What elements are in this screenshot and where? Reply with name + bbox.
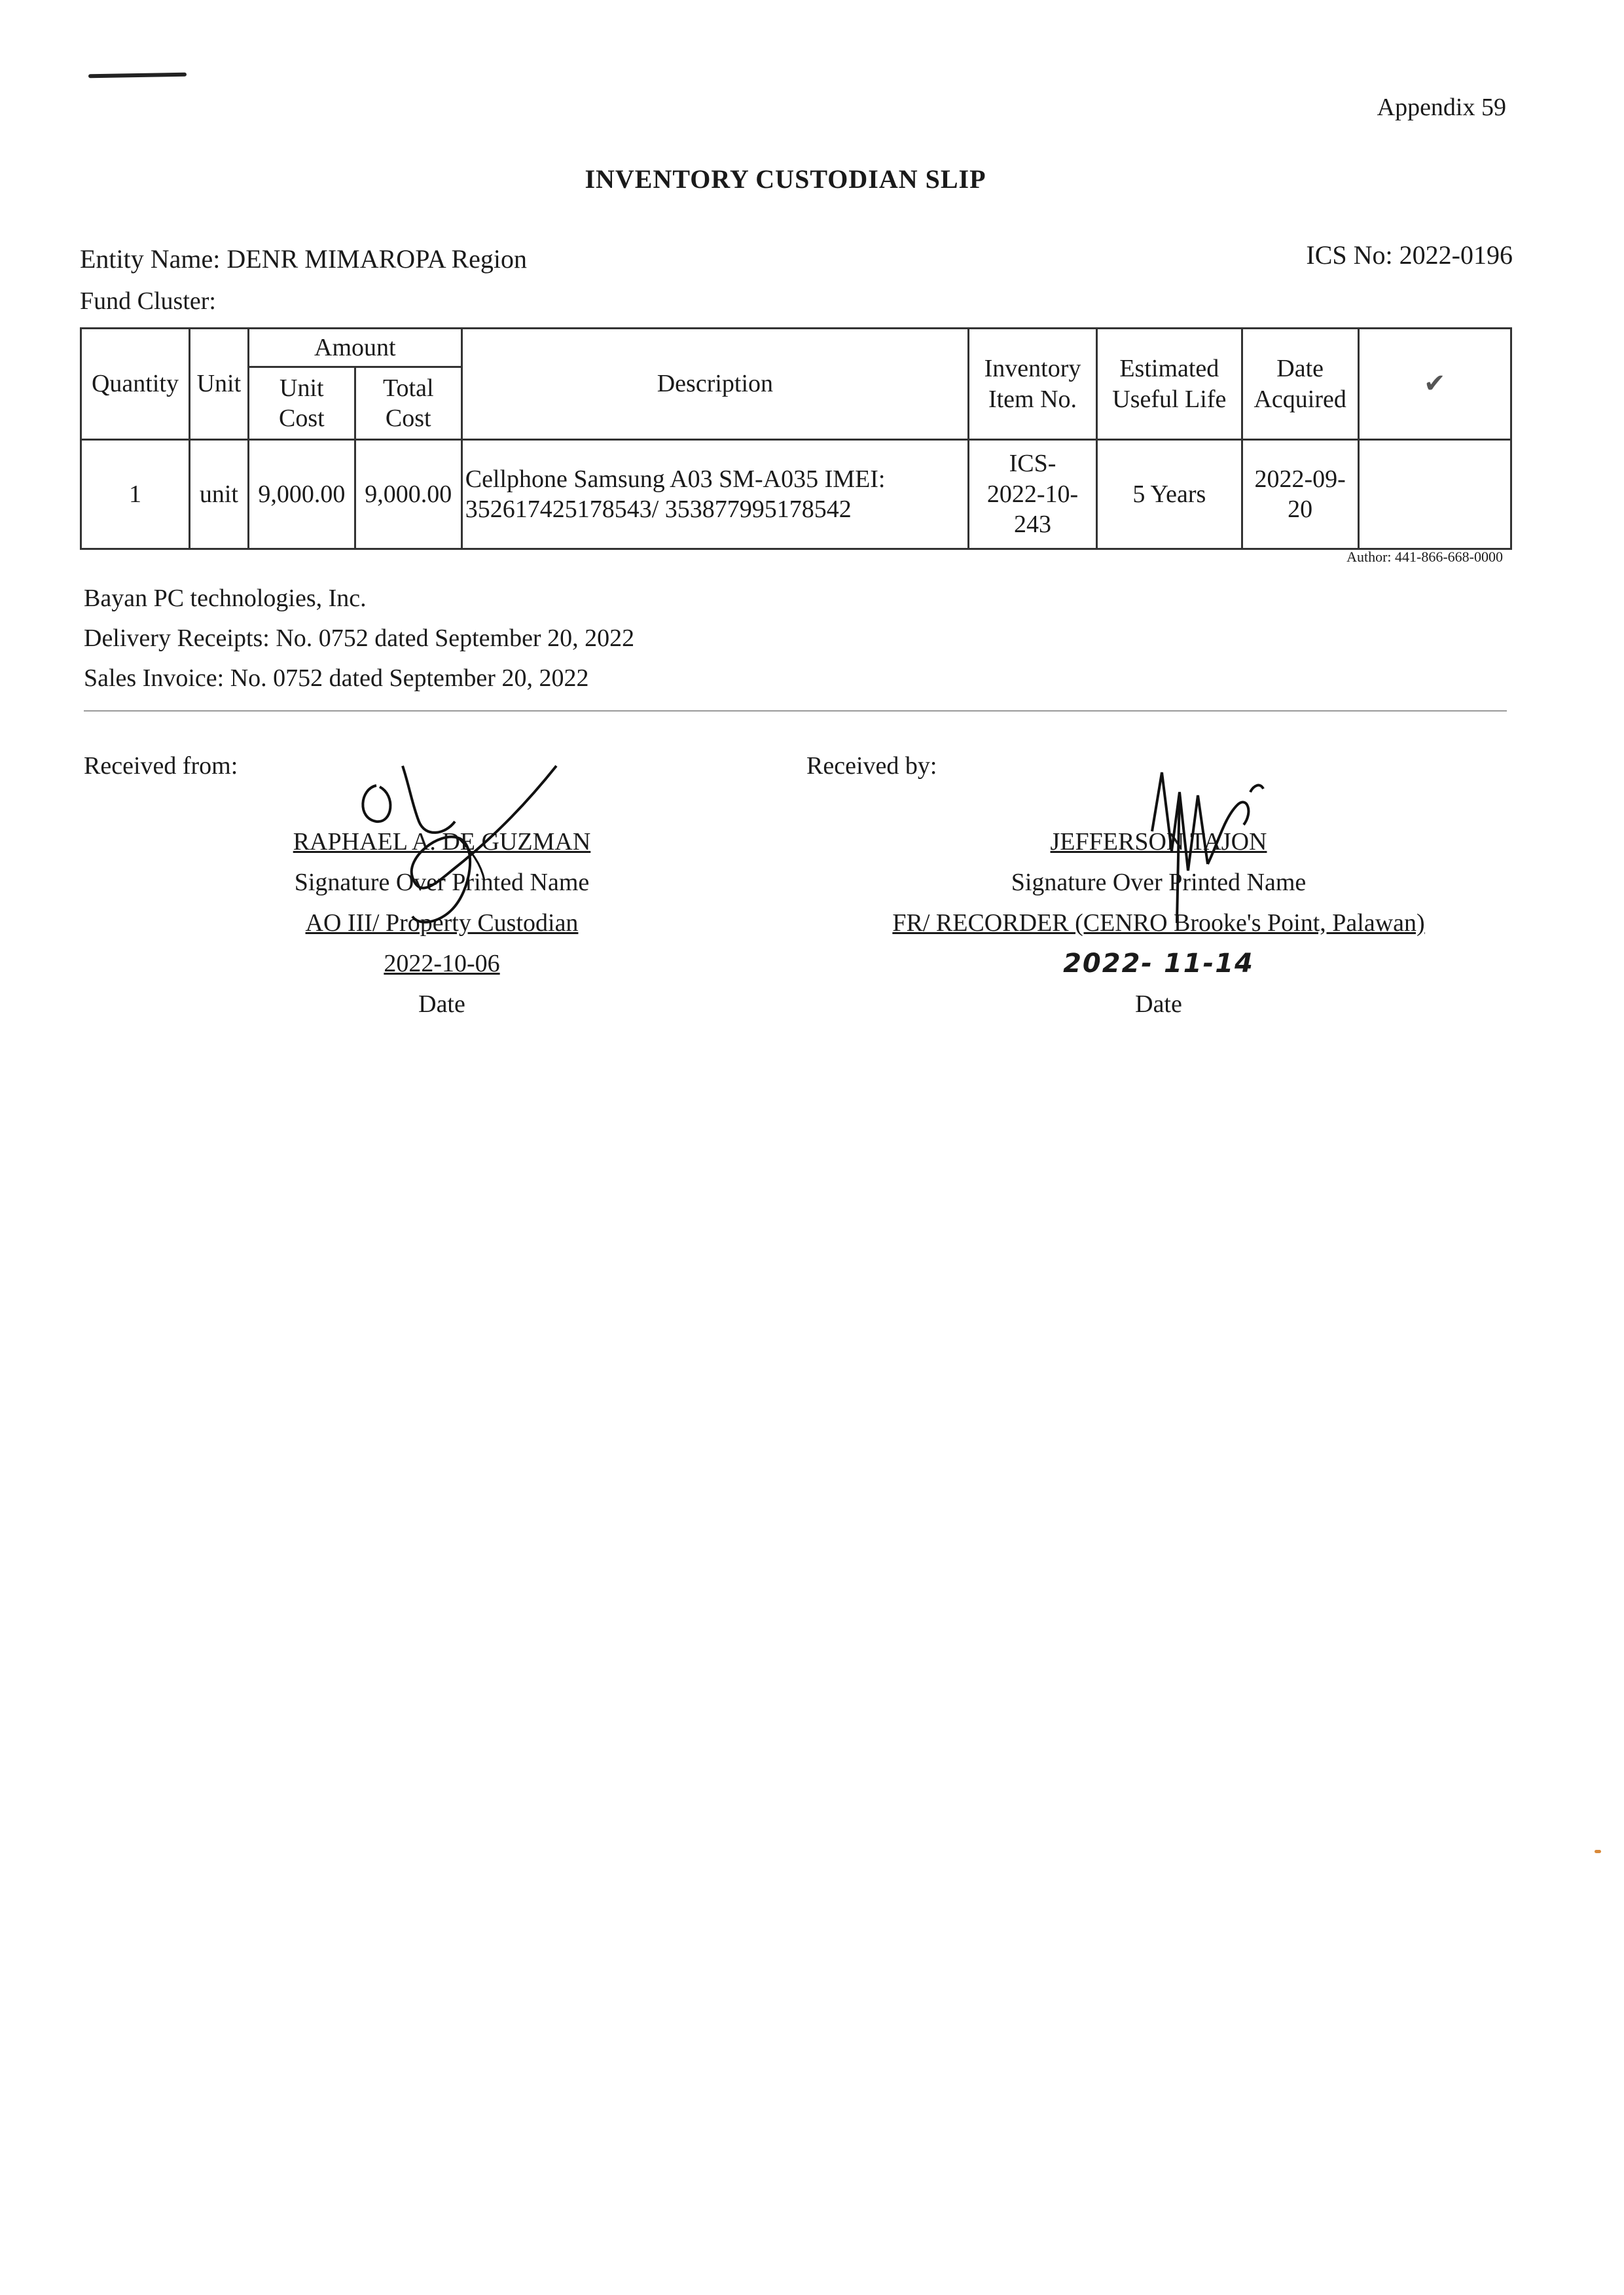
check-glyph: ✔ bbox=[1424, 369, 1446, 399]
col-header-estimated-useful-life: Estimated Useful Life bbox=[1096, 329, 1242, 440]
paper-speck bbox=[1595, 1850, 1601, 1853]
pen-mark bbox=[88, 73, 187, 79]
cell-total-cost: 9,000.00 bbox=[355, 440, 461, 549]
col-header-quantity: Quantity bbox=[81, 329, 190, 440]
sales-invoice: Sales Invoice: No. 0752 dated September 20, 2022 bbox=[84, 664, 589, 692]
received-from-date-caption: Date bbox=[418, 990, 465, 1018]
received-by-date-caption: Date bbox=[1135, 990, 1182, 1018]
received-by-signature-caption: Signature Over Printed Name bbox=[1011, 869, 1307, 896]
received-from-signature-caption: Signature Over Printed Name bbox=[294, 869, 590, 896]
cell-unit-cost: 9,000.00 bbox=[248, 440, 355, 549]
ics-number: ICS No: 2022-0196 bbox=[1306, 240, 1513, 270]
checkmark-icon bbox=[1358, 329, 1511, 440]
appendix-label: Appendix 59 bbox=[1377, 94, 1506, 121]
fund-cluster: Fund Cluster: bbox=[80, 287, 216, 315]
col-header-amount: Amount bbox=[248, 329, 461, 367]
col-header-unit: Unit bbox=[189, 329, 248, 440]
cell-inventory-item-no: ICS- 2022-10- 243 bbox=[969, 440, 1097, 549]
received-from-signature bbox=[340, 759, 576, 936]
delivery-receipts: Delivery Receipts: No. 0752 dated September 20, 2022 bbox=[84, 624, 635, 652]
col-header-date-acquired: Date Acquired bbox=[1242, 329, 1358, 440]
cell-description: Cellphone Samsung A03 SM-A035 IMEI: 352617425178543/ 353877995178542 bbox=[461, 440, 968, 549]
received-by-label: Received by: bbox=[806, 752, 937, 780]
table-row bbox=[81, 440, 1511, 549]
divider bbox=[84, 710, 1507, 712]
supplier-details bbox=[84, 579, 634, 698]
col-header-inventory-item-no: Inventory Item No. bbox=[969, 329, 1097, 440]
received-from-position: AO III/ Property Custodian bbox=[305, 909, 579, 937]
col-header-description: Description bbox=[461, 329, 968, 440]
inventory-table bbox=[80, 327, 1512, 550]
received-from-label: Received from: bbox=[84, 752, 238, 780]
received-from-name: RAPHAEL A. DE GUZMAN bbox=[293, 828, 591, 856]
entity-name: Entity Name: DENR MIMAROPA Region bbox=[80, 244, 527, 274]
cell-quantity: 1 bbox=[81, 440, 190, 549]
received-by-position: FR/ RECORDER (CENRO Brooke's Point, Palawan) bbox=[892, 909, 1425, 937]
col-header-total-cost: Total Cost bbox=[355, 367, 461, 440]
document-title: INVENTORY CUSTODIAN SLIP bbox=[585, 164, 986, 194]
cell-unit: unit bbox=[189, 440, 248, 549]
cell-date-acquired: 2022-09- 20 bbox=[1242, 440, 1358, 549]
col-header-unit-cost: Unit Cost bbox=[248, 367, 355, 440]
supplier-name: Bayan PC technologies, Inc. bbox=[84, 585, 367, 612]
received-from-date: 2022-10-06 bbox=[384, 950, 500, 977]
received-by-date: 2022- 11-14 bbox=[1063, 949, 1254, 979]
cell-check bbox=[1358, 440, 1511, 549]
received-by-name: JEFFERSON TAJON bbox=[1050, 828, 1267, 856]
author-note: Author: 441-866-668-0000 bbox=[1346, 549, 1503, 565]
cell-estimated-useful-life: 5 Years bbox=[1096, 440, 1242, 549]
received-by-signature bbox=[1139, 766, 1309, 930]
